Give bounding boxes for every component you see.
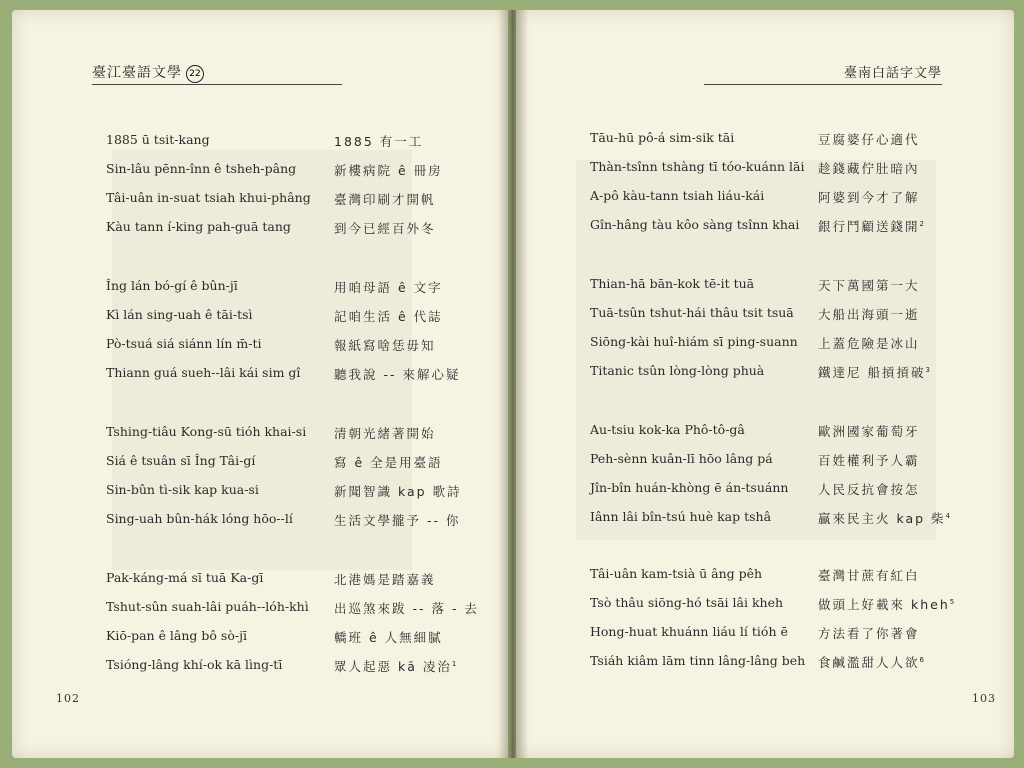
hanji-line: [818, 451, 920, 469]
hanji-line: [818, 566, 920, 584]
hanji-text: 轎班 ê 人無細膩: [334, 630, 443, 645]
footnote-marker: 1: [451, 660, 457, 668]
romanized-line: Gîn-hâng tàu kôo sàng tsînn khai: [590, 217, 800, 232]
romanized-line: Thiann guá sueh--lâi kái sim gî: [106, 365, 301, 380]
hanji-line: [334, 365, 460, 383]
right-page: [516, 10, 1014, 758]
romanized-line: Au-tsiu kok-ka Phô-tô-gâ: [590, 422, 745, 437]
hanji-line: [334, 336, 436, 354]
hanji-text: 到今已經百外冬: [334, 221, 436, 236]
romanized-line: Iânn lâi bîn-tsú huè kap tshâ: [590, 509, 772, 524]
romanized-line: Sin-bûn tì-sik kap kua-si: [106, 482, 259, 497]
hanji-line: [818, 422, 920, 440]
hanji-text: 鐵達尼 船摃摃破: [818, 365, 926, 380]
romanized-line: Thian-hā bān-kok tē-it tuā: [590, 276, 755, 291]
romanized-line: Tāu-hū pô-á sim-sik tāi: [590, 130, 735, 145]
hanji-line: [334, 219, 436, 237]
hanji-text: 上蓋危險是冰山: [818, 336, 920, 351]
hanji-line: [818, 334, 920, 352]
romanized-line: Siá ê tsuân sī Îng Tâi-gí: [106, 453, 256, 468]
hanji-text: 聽我說 -- 來解心疑: [334, 367, 461, 382]
romanized-line: Siōng-kài huî-hiám sī ping-suann: [590, 334, 798, 349]
hanji-line: [818, 276, 920, 294]
hanji-text: 食鹹濫甜人人欲: [818, 655, 920, 670]
hanji-text: 眾人起惡 kā 凌治: [334, 659, 452, 674]
hanji-line: [818, 509, 950, 527]
hanji-text: 銀行鬥顧送錢開: [818, 219, 920, 234]
hanji-text: 方法看了你著會: [818, 626, 920, 641]
romanized-line: Jîn-bîn huán-khòng ē án-tsuánn: [590, 480, 789, 495]
romanized-line: Tâi-uân in-suat tsiah khui-phâng: [106, 190, 311, 205]
hanji-text: 臺灣甘蔗有紅白: [818, 568, 920, 583]
hanji-text: 報紙寫啥恁毋知: [334, 338, 436, 353]
hanji-text: 趁錢藏佇肚暗內: [818, 161, 920, 176]
hanji-text: 贏來民主火 kap 柴: [818, 511, 946, 526]
romanized-line: Kì lán sing-uah ê tāi-tsì: [106, 307, 253, 322]
hanji-line: [334, 657, 456, 675]
hanji-line: [334, 161, 443, 179]
hanji-text: 新樓病院 ê 冊房: [334, 163, 443, 178]
footnote-marker: 6: [919, 656, 924, 664]
hanji-text: 新聞智識 kap 歌詩: [334, 484, 462, 499]
romanized-line: Sing-uah bûn-hák lóng hōo--lí: [106, 511, 293, 526]
hanji-line: [334, 453, 443, 471]
hanji-line: [334, 132, 423, 150]
left-running-header: [92, 62, 342, 85]
hanji-text: 生活文學攏予 -- 你: [334, 513, 461, 528]
right-page-number: 103: [972, 692, 996, 705]
hanji-text: 用咱母語 ê 文字: [334, 280, 443, 295]
issue-number-badge: 22: [186, 65, 204, 83]
right-running-header: [704, 62, 942, 85]
hanji-line: [818, 159, 920, 177]
bleed-through-shadow: [112, 150, 412, 570]
hanji-text: 阿婆到今才了解: [818, 190, 920, 205]
hanji-line: [334, 511, 460, 529]
hanji-text: 豆腐婆仔心適代: [818, 132, 920, 147]
romanized-line: Tuā-tsûn tshut-hái thâu tsit tsuā: [590, 305, 794, 320]
book-spread: [12, 10, 1014, 758]
hanji-text: 清朝光緒著開始: [334, 426, 436, 441]
hanji-line: [334, 628, 443, 646]
hanji-text: 人民反抗會按怎: [818, 482, 920, 497]
hanji-line: [818, 480, 920, 498]
hanji-text: 出巡煞來跋 -- 落 - 去: [334, 601, 479, 616]
romanized-line: Pò-tsuá siá siánn lín m̄-ti: [106, 336, 262, 351]
hanji-line: [334, 482, 462, 500]
romanized-line: Peh-sènn kuân-lī hōo lâng pá: [590, 451, 773, 466]
footnote-marker: 3: [925, 366, 930, 374]
romanized-line: A-pô kàu-tann tsiah liáu-kái: [590, 188, 765, 203]
romanized-line: Tâi-uân kam-tsià ū âng pêh: [590, 566, 763, 581]
hanji-text: 1885 有一工: [334, 134, 424, 149]
hanji-line: [818, 130, 920, 148]
left-header-title: 臺江臺語文學: [92, 65, 182, 81]
hanji-line: [818, 653, 924, 671]
romanized-line: Tshut-sûn suah-lâi puáh--lóh-khì: [106, 599, 309, 614]
hanji-text: 大船出海頭一逝: [818, 307, 920, 322]
romanized-line: Thàn-tsînn tshàng tī tóo-kuánn lāi: [590, 159, 805, 174]
hanji-line: [334, 599, 479, 617]
hanji-line: [818, 624, 920, 642]
hanji-line: [334, 190, 436, 208]
romanized-line: Kiō-pan ê lâng bô sò-jī: [106, 628, 247, 643]
right-header-title: 臺南白話字文學: [843, 66, 942, 81]
romanized-line: Hong-huat khuánn liáu lí tióh ē: [590, 624, 788, 639]
hanji-text: 天下萬國第一大: [818, 278, 920, 293]
hanji-line: [818, 305, 920, 323]
hanji-line: [334, 307, 443, 325]
hanji-line: [334, 424, 436, 442]
footnote-marker: 4: [945, 512, 951, 520]
book-gutter: [498, 10, 528, 758]
romanized-line: Îng lán bó-gí ê bûn-jī: [106, 278, 238, 293]
hanji-text: 臺灣印刷才開帆: [334, 192, 436, 207]
hanji-line: [818, 363, 930, 381]
hanji-text: 百姓權利予人霸: [818, 453, 920, 468]
romanized-line: Titanic tsûn lòng-lòng phuà: [590, 363, 765, 378]
hanji-text: 記咱生活 ê 代誌: [334, 309, 443, 324]
romanized-line: Tsò thâu siōng-hó tsāi lâi kheh: [590, 595, 784, 610]
hanji-line: [818, 188, 920, 206]
hanji-text: 寫 ê 全是用臺語: [334, 455, 443, 470]
romanized-line: 1885 ū tsit-kang: [106, 132, 210, 147]
hanji-line: [818, 217, 924, 235]
romanized-line: Tsióng-lâng khí-ok kā lìng-tī: [106, 657, 283, 672]
romanized-line: Sin-lâu pēnn-înn ê tsheh-pâng: [106, 161, 297, 176]
hanji-line: [334, 570, 436, 588]
hanji-line: [334, 278, 443, 296]
hanji-text: 北港媽是踏嘉義: [334, 572, 436, 587]
romanized-line: Pak-káng-má sī tuā Ka-gī: [106, 570, 264, 585]
left-page-number: 102: [56, 692, 80, 705]
footnote-marker: 5: [949, 598, 955, 606]
hanji-text: 做頭上好載來 kheh: [818, 597, 950, 612]
romanized-line: Tshing-tiâu Kong-sū tióh khai-si: [106, 424, 307, 439]
footnote-marker: 2: [919, 220, 924, 228]
romanized-line: Kàu tann í-king pah-guā tang: [106, 219, 291, 234]
hanji-text: 歐洲國家葡萄牙: [818, 424, 920, 439]
hanji-line: [818, 595, 954, 613]
romanized-line: Tsiáh kiâm lām tinn lâng-lâng beh: [590, 653, 806, 668]
